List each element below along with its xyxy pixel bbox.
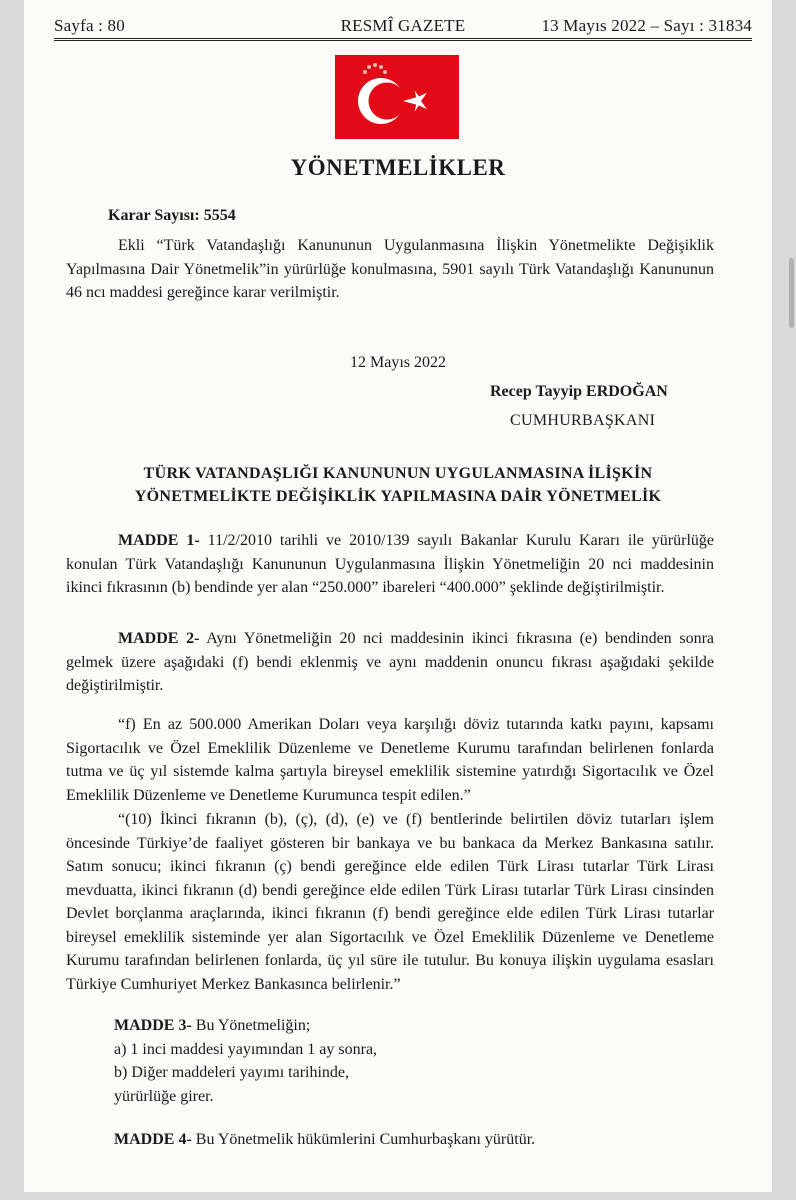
article-3-intro — [114, 1014, 714, 1038]
header-divider — [54, 38, 752, 41]
article-3-label: MADDE 3- — [114, 1017, 192, 1034]
article-3-item-b: b) Diğer maddeleri yayımı tarihinde, — [114, 1064, 350, 1081]
article-3-item-a: a) 1 inci maddesi yayımından 1 ay sonra, — [114, 1040, 378, 1058]
article-4 — [114, 1128, 714, 1152]
issue-info: 13 Mayıs 2022 – Sayı : 31834 — [541, 16, 752, 35]
article-1-label: MADDE 1- — [118, 532, 200, 549]
article-4-text: Bu Yönetmelik hükümlerini Cumhurbaşkanı yürütür. — [191, 1131, 536, 1148]
article-2 — [66, 627, 714, 698]
signer-title: CUMHURBAŞKANI — [510, 412, 656, 429]
article-3 — [114, 1014, 714, 1108]
signer-name: Recep Tayyip ERDOĞAN — [490, 383, 668, 400]
decision-date: 12 Mayıs 2022 — [350, 354, 446, 371]
gazette-page — [24, 0, 772, 1192]
turkish-flag-icon — [335, 55, 459, 139]
decision-number: Karar Sayısı: 5554 — [108, 207, 236, 224]
page-header — [54, 12, 752, 38]
article-3-text: Bu Yönetmeliğin; — [191, 1017, 311, 1034]
article-4-label: MADDE 4- — [114, 1131, 192, 1148]
scrollbar-thumb[interactable] — [789, 258, 794, 328]
decision-text: Ekli “Türk Vatandaşlığı Kanununun Uygulanmasına İlişkin Yönetmelikte Değişiklik Yapılmasına Dair Yönetmelik”in yürürlüğe konulmasına, 5901 sayılı Türk Vatandaşlığı Kanununun 46 ncı maddesi gereğince karar verilmiştir. — [66, 237, 714, 301]
quote-clause-10: “(10) İkinci fıkranın (b), (ç), (d), (e) ve (f) bentlerinde belirtilen döviz tutarları işlem öncesinde Türkiye’de faaliyet gösteren bir bankaya ve bu bankaca da Merkez Bankasına satılır. Satım sonucu; ikinci fıkranın (ç) bendi gereğince elde edilen Türk Lirası tutarlar Türk Lirası mevduatta, ikinci fıkranın (d) bendi gereğince elde edilen Türk Lirası tutarlar Türk Lirası cinsinden Devlet borçlanma araçlarında, ikinci fıkranın (f) bendi gereğince elde edilen Türk Lirası tutarlar bireysel emeklilik sisteminde yer alan Sigortacılık ve Özel Emeklilik Düzenleme ve Denetleme Kurumu tarafından belirlenen fonlarda, üç yıl süre ile tutulur. Bu konuya ilişkin uygulama esasları Türkiye Cumhuriyet Merkez Bankasınca belirlenir.” — [66, 811, 714, 993]
regulation-title-line1: TÜRK VATANDAŞLIĞI KANUNUNUN UYGULANMASINA İLİŞKİN — [143, 465, 653, 482]
article-2-label: MADDE 2- — [118, 630, 200, 647]
article-2-text: Aynı Yönetmeliğin 20 nci maddesinin ikinci fıkrasına (e) bendinden sonra gelmek üzere aşağıdaki (f) bendi eklenmiş ve aynı maddenin onuncu fıkrası aşağıdaki şekilde değiştirilmiştir. — [66, 630, 715, 694]
article-3-closing: yürürlüğe girer. — [114, 1087, 214, 1105]
regulation-title — [24, 462, 772, 508]
quote-clause-f: “f) En az 500.000 Amerikan Doları veya karşılığı döviz tutarında katkı payını, kapsamı Sigortacılık ve Özel Emeklilik Düzenleme ve Denetleme Kurumu tarafından belirlenen fonlarda tutma ve üç yıl sistemde kalma şartıyla bireysel emeklilik sistemine yatırdığı Sigortacılık ve Özel Emeklilik Düzenleme ve Denetleme Kurumunca tespit edilen.” — [66, 716, 714, 804]
article-1-text: 11/2/2010 tarihli ve 2010/139 sayılı Bakanlar Kurulu Kararı ile yürürlüğe konulan Türk Vatandaşlığı Kanununun Uygulanmasına İlişkin Yönetmeliğin 20 nci maddesinin ikinci fıkrasının (b) bendinde yer alan “250.000” ibareleri “400.000” şeklinde değiştirilmiştir. — [66, 532, 715, 596]
regulation-title-line2: YÖNETMELİKTE DEĞİŞİKLİK YAPILMASINA DAİR YÖNETMELİK — [134, 488, 662, 505]
gazette-name: RESMÎ GAZETE — [340, 16, 466, 35]
page-number: Sayfa : 80 — [54, 16, 125, 35]
article-1 — [66, 529, 714, 600]
section-title: YÖNETMELİKLER — [290, 155, 506, 180]
